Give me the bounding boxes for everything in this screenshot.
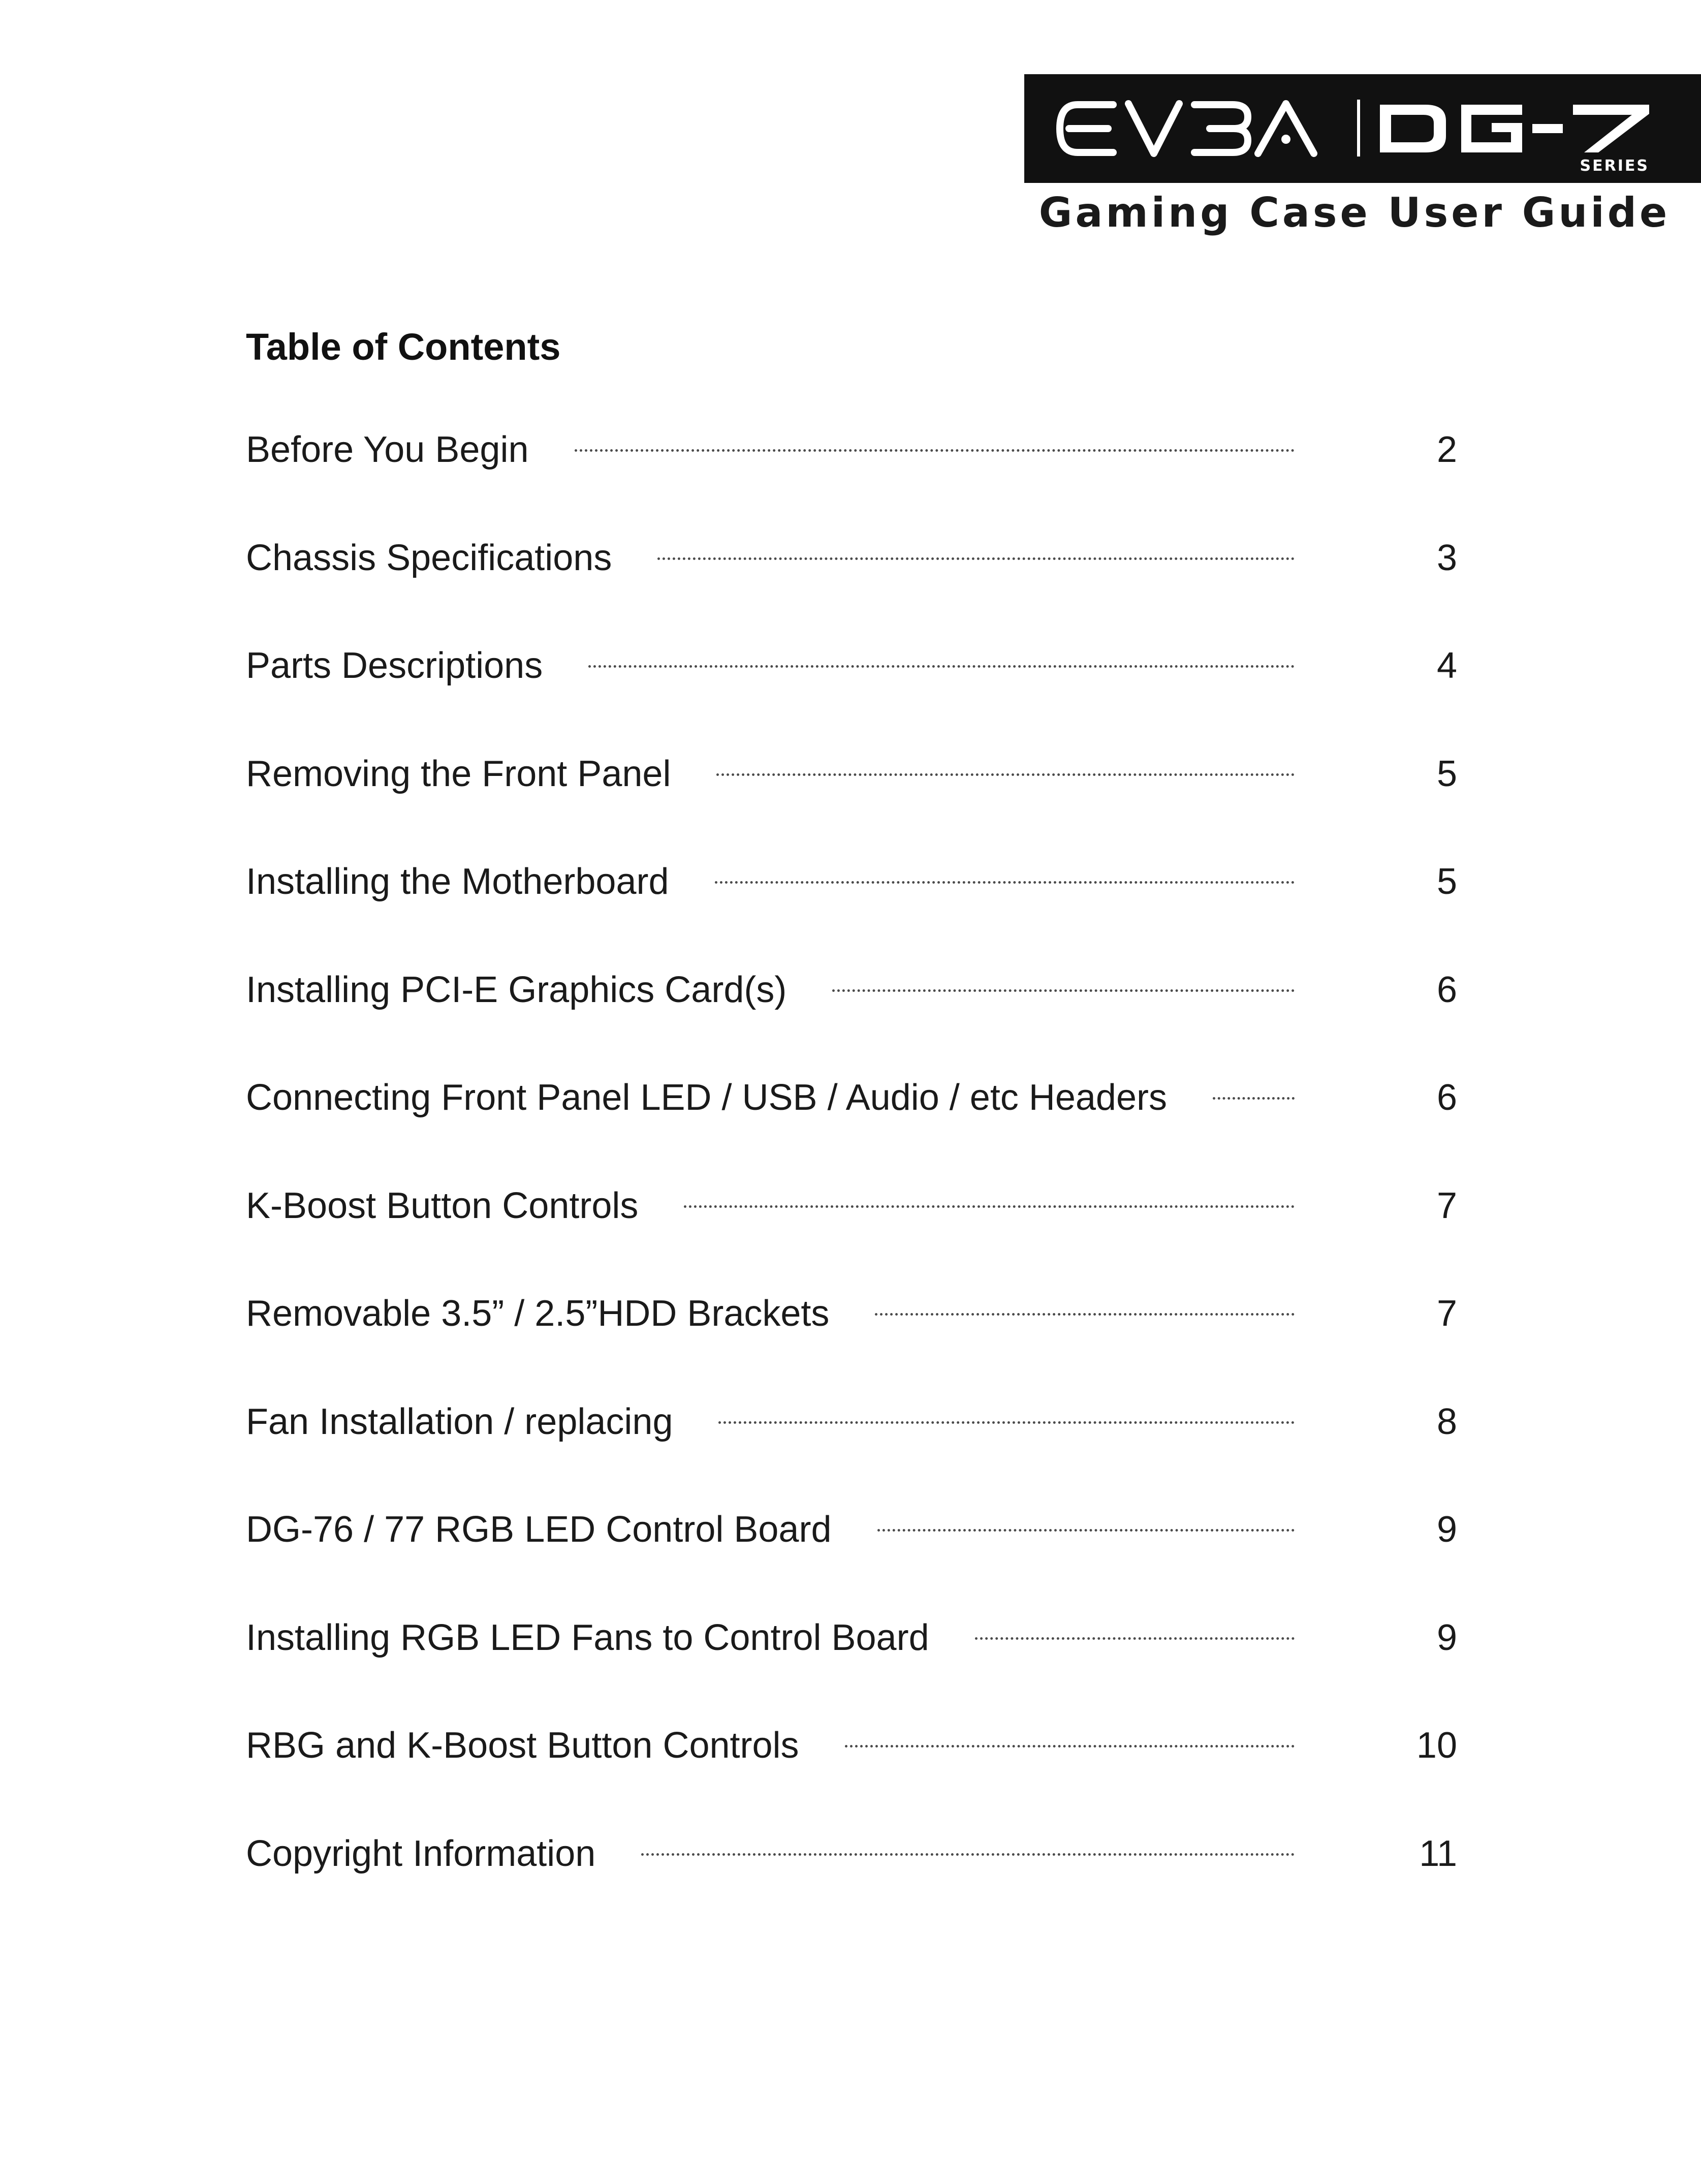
toc-entry-page: 4	[1436, 645, 1457, 686]
toc-entry-title: K-Boost Button Controls	[246, 1185, 639, 1226]
toc-entry-k-boost-button-controls[interactable]	[246, 1183, 1457, 1291]
toc-entry-title: Removing the Front Panel	[246, 753, 671, 794]
dotted-leader	[875, 1313, 1295, 1316]
toc-entry-removing-front-panel[interactable]	[246, 751, 1457, 859]
toc-entry-chassis-specifications[interactable]	[246, 535, 1457, 643]
toc-entry-fan-installation[interactable]	[246, 1399, 1457, 1507]
evga-dg7-logo	[1024, 74, 1701, 183]
toc-entry-title: Before You Begin	[246, 429, 529, 470]
toc-entry-page: 3	[1436, 537, 1457, 578]
toc-entry-title: Installing RGB LED Fans to Control Board	[246, 1617, 929, 1658]
toc-entry-page: 5	[1436, 861, 1457, 902]
brand-logo-bar	[1024, 74, 1701, 183]
dotted-leader	[715, 881, 1295, 884]
dotted-leader	[1213, 1097, 1295, 1100]
toc-entry-page: 9	[1436, 1509, 1457, 1550]
toc-entry-page: 5	[1436, 753, 1457, 794]
toc-entry-title: Fan Installation / replacing	[246, 1401, 673, 1442]
toc-entry-title: DG-76 / 77 RGB LED Control Board	[246, 1509, 832, 1550]
toc-entry-title: Installing the Motherboard	[246, 861, 669, 902]
toc-entry-installing-graphics-cards[interactable]	[246, 967, 1457, 1075]
series-label: SERIES	[1580, 157, 1649, 175]
toc-entry-title: Parts Descriptions	[246, 645, 543, 686]
toc-entry-parts-descriptions[interactable]	[246, 643, 1457, 751]
dotted-leader	[684, 1205, 1295, 1208]
toc-entry-page: 8	[1436, 1401, 1457, 1442]
dotted-leader	[975, 1637, 1295, 1640]
toc-entry-title: Chassis Specifications	[246, 537, 612, 578]
dotted-leader	[716, 773, 1295, 776]
dotted-leader	[845, 1745, 1295, 1748]
dotted-leader	[718, 1421, 1295, 1424]
toc-entry-title: Connecting Front Panel LED / USB / Audio / etc Headers	[246, 1077, 1167, 1118]
toc-entry-page: 10	[1416, 1725, 1457, 1766]
toc-entry-installing-rgb-led-fans[interactable]	[246, 1615, 1457, 1723]
toc-entry-page: 7	[1436, 1185, 1457, 1226]
toc-entry-before-you-begin[interactable]	[246, 427, 1457, 535]
dotted-leader	[657, 557, 1295, 560]
toc-entry-page: 2	[1436, 429, 1457, 470]
toc-entry-page: 6	[1436, 969, 1457, 1010]
toc-entry-page: 7	[1436, 1293, 1457, 1334]
toc-entry-installing-motherboard[interactable]	[246, 859, 1457, 967]
toc-entry-page: 11	[1419, 1833, 1457, 1874]
toc-entry-title: Installing PCI-E Graphics Card(s)	[246, 969, 787, 1010]
dotted-leader	[641, 1853, 1295, 1856]
toc-entry-connecting-front-panel-headers[interactable]	[246, 1075, 1457, 1183]
toc-entry-title: Copyright Information	[246, 1833, 596, 1874]
guide-title: Gaming Case User Guide	[1038, 189, 1671, 236]
toc-entry-page: 6	[1436, 1077, 1457, 1118]
table-of-contents	[246, 427, 1457, 1939]
toc-heading: Table of Contents	[246, 326, 561, 368]
toc-entry-removable-hdd-brackets[interactable]	[246, 1291, 1457, 1399]
toc-entry-rgb-led-control-board[interactable]	[246, 1507, 1457, 1615]
toc-entry-rbg-k-boost-controls[interactable]	[246, 1723, 1457, 1831]
toc-entry-copyright-information[interactable]	[246, 1831, 1457, 1939]
dotted-leader	[832, 989, 1295, 992]
dotted-leader	[877, 1529, 1295, 1532]
dotted-leader	[588, 665, 1295, 668]
toc-entry-title: RBG and K-Boost Button Controls	[246, 1725, 799, 1766]
toc-entry-page: 9	[1436, 1617, 1457, 1658]
toc-entry-title: Removable 3.5” / 2.5”HDD Brackets	[246, 1293, 830, 1334]
dotted-leader	[575, 449, 1295, 452]
